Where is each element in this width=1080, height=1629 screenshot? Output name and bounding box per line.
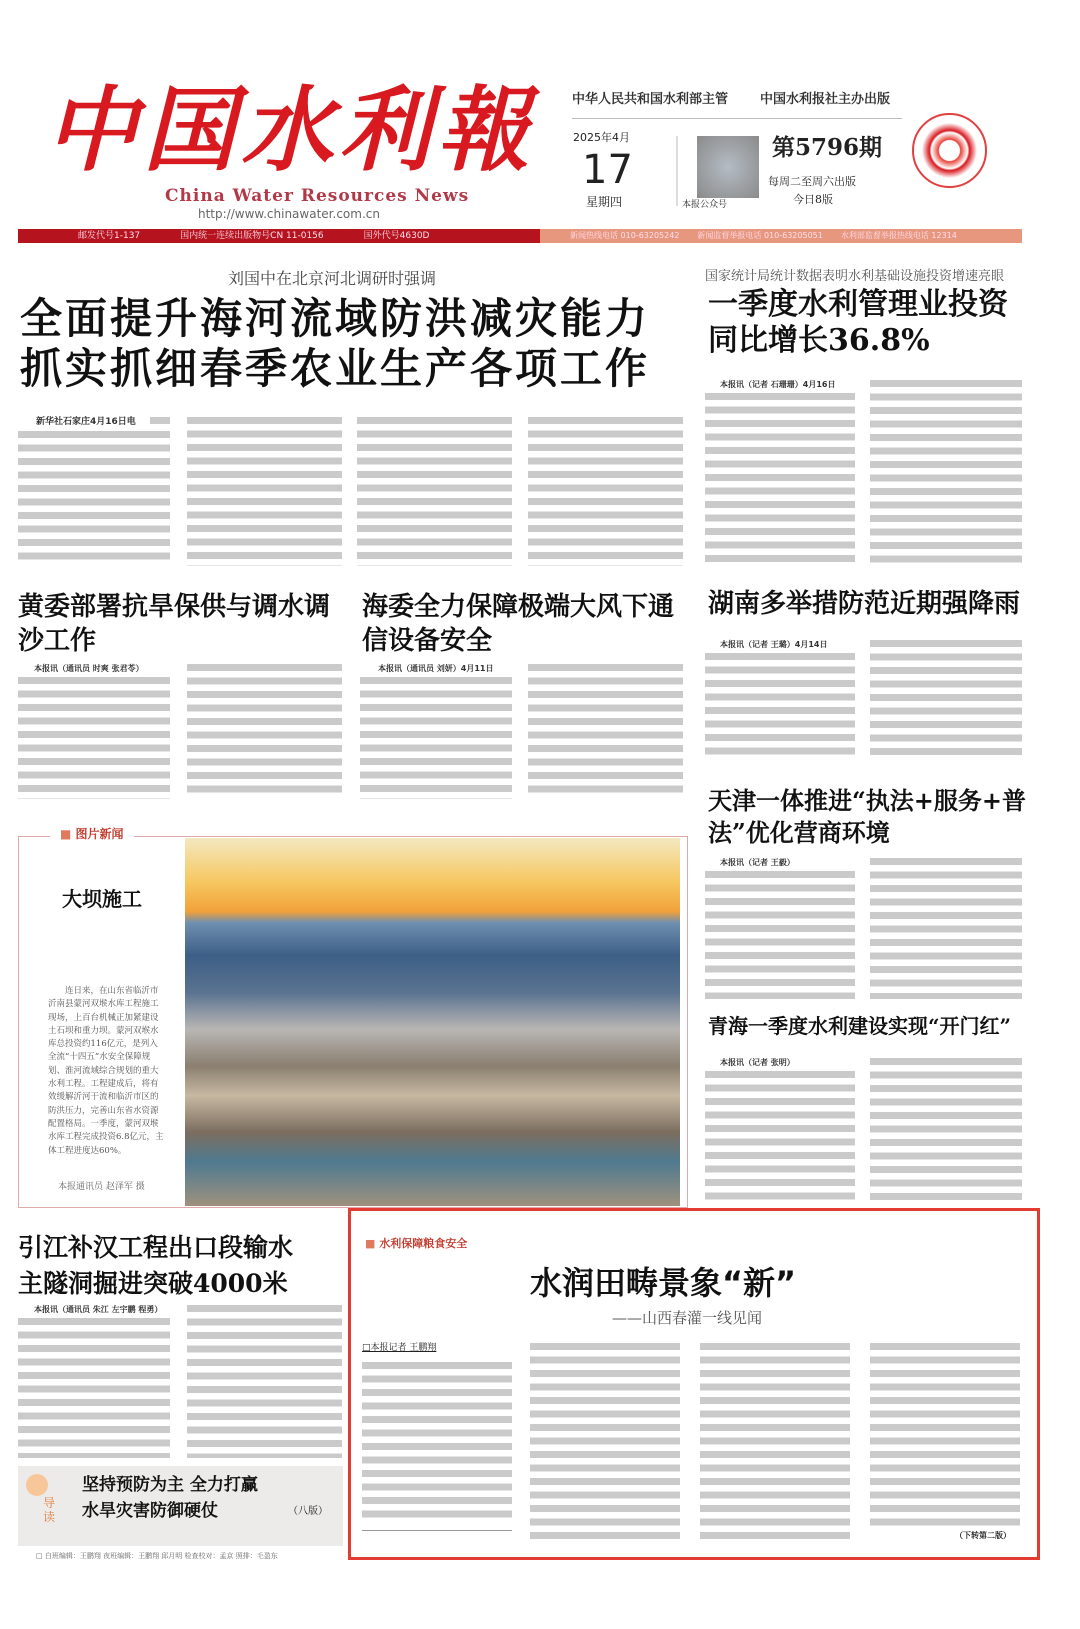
feature-continued: （下转第二版） [955, 1530, 1011, 1540]
yinjiang-headline-2: 主隧洞掘进突破4000米 [18, 1269, 288, 1298]
huangwei-byline: 本报讯（通讯员 时爽 张君苓） [34, 664, 144, 673]
section-label: 水利保障粮食安全 [379, 1237, 468, 1250]
foreign-code: 国外代号4630D [363, 230, 430, 241]
tianjin-headline[interactable]: 天津一体推进“执法+服务+普法”优化营商环境 [708, 786, 1027, 847]
masthead-url[interactable]: http://www.chinawater.com.cn [198, 207, 380, 221]
hunan-byline: 本报讯（记者 王璐）4月14日 [720, 640, 828, 649]
photo-credit: 本报通讯员 赵泽军 摄 [58, 1182, 145, 1192]
square-icon: ■ [365, 1237, 380, 1250]
publish-schedule: 每周二至周六出版 [768, 175, 856, 188]
guide-dot-icon [26, 1474, 48, 1496]
lead-byline: 新华社石家庄4月16日电 [36, 417, 136, 427]
hotline-ministry: 水利部监督举报热线电话 12314 [840, 231, 957, 240]
haiwei-headline[interactable]: 海委全力保障极端大风下通信设备安全 [362, 592, 675, 656]
divider [676, 136, 678, 206]
masthead-english: China Water Resources News [165, 186, 470, 206]
infobar-right [540, 229, 1022, 243]
stats-byline: 本报讯（记者 石珊珊）4月16日 [720, 380, 836, 389]
qr-label: 本报公众号 [682, 200, 728, 210]
guide-box[interactable] [18, 1466, 343, 1546]
hotline-report: 新闻监督举报电话 010-63205051 [697, 231, 823, 240]
issue-number: 第5796期 [772, 134, 883, 161]
date-weekday: 星期四 [586, 195, 623, 209]
square-icon: ■ [60, 827, 76, 841]
photo-news-caption: 连日来，在山东省临沂市沂南县蒙河双堠水库工程施工现场，上百台机械正加紧建设土石坝和重力坝。蒙河双堠水库总投资约116亿元，是列入全流“十四五”水安全保障规划、淮河流域综合规划的重大水利工程。工程建成后，将有效缓解沂河干流和临沂市区的防洪压力，完善山东省水资源配置格局。一季度，蒙河双堠水库工程完成投资6.8亿元，主体工程进度达60%。 [48, 986, 164, 1156]
guide-tag: 导读 [43, 1496, 56, 1524]
huangwei-headline[interactable]: 黄委部署抗旱保供与调水调沙工作 [18, 592, 331, 656]
feature-headline[interactable]: 水润田畴景象“新” [530, 1264, 797, 1302]
page-count: 今日8版 [793, 193, 833, 206]
feature-section [365, 1238, 467, 1251]
infobar-left [18, 229, 540, 243]
lead-headline-2[interactable]: 抓实抓细春季农业生产各项工作 [20, 344, 651, 393]
supervisor: 中华人民共和国水利部主管 [572, 92, 729, 107]
qinghai-headline[interactable]: 青海一季度水利建设实现“开门红” [708, 1014, 1012, 1038]
brand-seal-icon [912, 113, 987, 188]
tianjin-byline: 本报讯（记者 王毅） [720, 858, 795, 867]
yinjiang-byline: 本报讯（通讯员 朱江 左宇鹏 程勇） [34, 1305, 163, 1314]
date-day: 17 [582, 147, 633, 193]
guide-line-2: 水旱灾害防御硬仗 [82, 1501, 218, 1521]
editor-credits: □ 白班编辑：王鹏翔 夜班编辑：王鹏翔 邱月明 检查校对：孟京 照排：毛盈东 [36, 1552, 278, 1560]
postal-code: 邮发代号1-137 [78, 230, 141, 241]
stats-headline-2[interactable]: 同比增长36.8% [708, 323, 930, 358]
guide-page: （八版） [288, 1506, 328, 1517]
qr-code-blurred [697, 136, 759, 198]
lead-kicker: 刘国中在北京河北调研时强调 [228, 269, 437, 288]
feature-byline: □本报记者 王鹏翔 [362, 1343, 437, 1353]
feature-subhead: ——山西春灌一线见闻 [612, 1309, 763, 1327]
publisher: 中国水利报社主办出版 [760, 92, 891, 107]
dam-construction-photo[interactable] [185, 838, 680, 1206]
qinghai-byline: 本报讯（记者 张明） [720, 1058, 795, 1067]
yinjiang-headline[interactable] [18, 1230, 293, 1302]
cn-number: 国内统一连续出版物号CN 11-0156 [180, 230, 324, 241]
haiwei-byline: 本报讯（通讯员 刘妍）4月11日 [378, 664, 494, 673]
section-label: 图片新闻 [75, 827, 124, 841]
stats-kicker: 国家统计局统计数据表明水利基础设施投资增速亮眼 [705, 269, 1005, 284]
masthead-logo: 中国水利報 [45, 76, 536, 184]
lead-headline-1[interactable]: 全面提升海河流域防洪减灾能力 [20, 294, 651, 343]
hunan-headline[interactable]: 湖南多举措防范近期强降雨 [708, 589, 1021, 619]
yinjiang-headline-1: 引江补汉工程出口段输水 [18, 1233, 294, 1262]
photo-news-section [50, 828, 134, 842]
hotline-news: 新闻热线电话 010-63205242 [570, 231, 680, 240]
guide-line-1: 坚持预防为主 全力打赢 [82, 1475, 258, 1495]
date-year-month: 2025年4月 [573, 131, 630, 144]
photo-news-title: 大坝施工 [62, 887, 142, 911]
stats-headline-1[interactable]: 一季度水利管理业投资 [708, 287, 1008, 322]
